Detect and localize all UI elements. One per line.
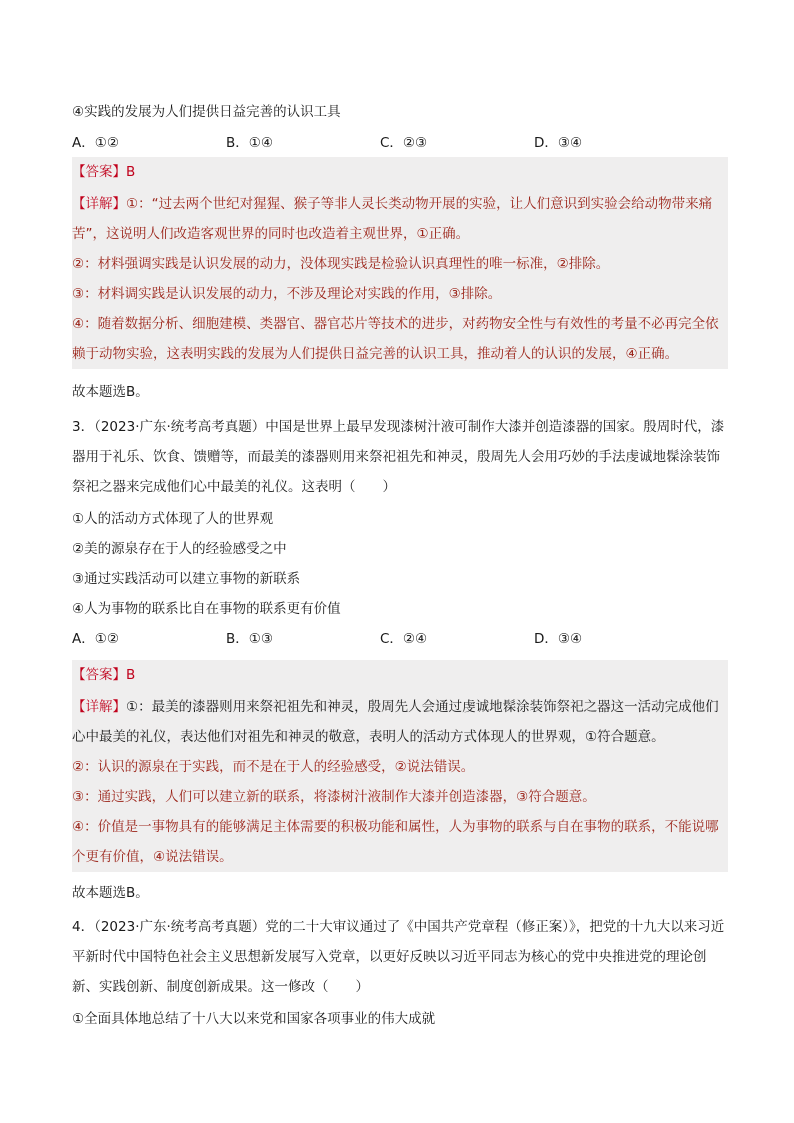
q2-option-c: C．②③ [380,135,428,151]
q3-item-4: ④人为事物的联系比自在事物的联系更有价值 [72,601,341,617]
q3-explanation-3: ③：通过实践，人们可以建立新的联系，将漆树汁液制作大漆并创造漆器，③符合题意。 [72,789,596,805]
q3-option-b: B．①③ [226,631,273,647]
q3-item-2: ②美的源泉存在于人的经验感受之中 [72,541,287,557]
question-3 [72,412,728,654]
explanation-label: 【详解】 [72,196,126,212]
q2-answer-line [72,157,728,187]
q2-continuation [72,97,728,158]
q2-explanation-4: ④：随着数据分析、细胞建模、类器官、器官芯片等技术的进步，对药物安全性与有效性的考量不必再完全依赖于动物实验，这表明实践的发展为人们提供日益完善的认识工具，推动着人的认识的发展，④正确。 [72,316,719,362]
answer-value: B [126,164,136,180]
q2-option-a: A．①② [72,135,119,151]
q2-explanation-2: ②：材料强调实践是认识发展的动力，没体现实践是检验认识真理性的唯一标准，②排除。 [72,256,610,272]
q3-stem: 3．（2023·广东·统考高考真题）中国是世界上最早发现漆树汁液可制作大漆并创造漆器的国家。殷周时代，漆器用于礼乐、饮食、馈赠等，而最美的漆器则用来祭祀祖先和神灵，殷周先人会用巧妙的手法虔诚地髹涂装饰祭祀之器来完成他们心中最美的礼仪。这表明（ ） [72,419,725,495]
q2-item-4: ④实践的发展为人们提供日益完善的认识工具 [72,104,341,120]
explanation-label: 【详解】 [72,699,126,715]
q4-item-1: ①全面具体地总结了十八大以来党和国家各项事业的伟大成就 [72,1011,436,1027]
q3-explanation-2: ②：认识的源泉在于实践，而不是在于人的经验感受，②说法错误。 [72,759,475,775]
q2-explanation-3: ③：材料调实践是认识发展的动力，不涉及理论对实践的作用，③排除。 [72,286,502,302]
q3-options [72,624,728,654]
q2-conclusion: 故本题选B。 [72,384,149,400]
q2-options [72,128,728,158]
q4-stem: 4．（2023·广东·统考高考真题）党的二十大审议通过了《中国共产党章程（修正案）》，把党的十九大以来习近平新时代中国特色社会主义思想新发展写入党章，以更好反映以习近平同志为核心的党中央推进党的理论创新、实践创新、制度创新成果。这一修改（ ） [72,919,725,995]
q2-answer-block [72,157,728,369]
answer-value: B [126,667,136,683]
q3-answer-line [72,660,728,690]
q2-explanation-1-text: ①：“过去两个世纪对猩猩、猴子等非人灵长类动物开展的实验，让人们意识到实验会给动物带来痛苦”，这说明人们改造客观世界的同时也改造着主观世界，①正确。 [72,196,713,242]
q3-explanation-4: ④：价值是一事物具有的能够满足主体需要的积极功能和属性，人为事物的联系与自在事物的联系，不能说哪个更有价值，④说法错误。 [72,819,719,865]
q3-explanation-1 [72,692,728,752]
question-4 [72,912,728,1034]
q2-explanation-1 [72,189,728,249]
q2-option-d: D．③④ [534,135,583,151]
answer-label: 【答案】 [72,164,126,180]
q3-option-d: D．③④ [534,631,583,647]
q3-item-3: ③通过实践活动可以建立事物的新联系 [72,571,301,587]
q3-option-c: C．②④ [380,631,428,647]
answer-label: 【答案】 [72,667,126,683]
q3-item-1: ①人的活动方式体现了人的世界观 [72,511,274,527]
q3-option-a: A．①② [72,631,119,647]
q3-conclusion: 故本题选B。 [72,885,149,901]
q3-answer-block [72,660,728,872]
q3-explanation-1-text: ①：最美的漆器则用来祭祀祖先和神灵，殷周先人会通过虔诚地髹涂装饰祭祀之器这一活动完成他们心中最美的礼仪，表达他们对祖先和神灵的敬意，表明人的活动方式体现人的世界观，①符合题意。 [72,699,719,745]
q2-option-b: B．①④ [226,135,273,151]
